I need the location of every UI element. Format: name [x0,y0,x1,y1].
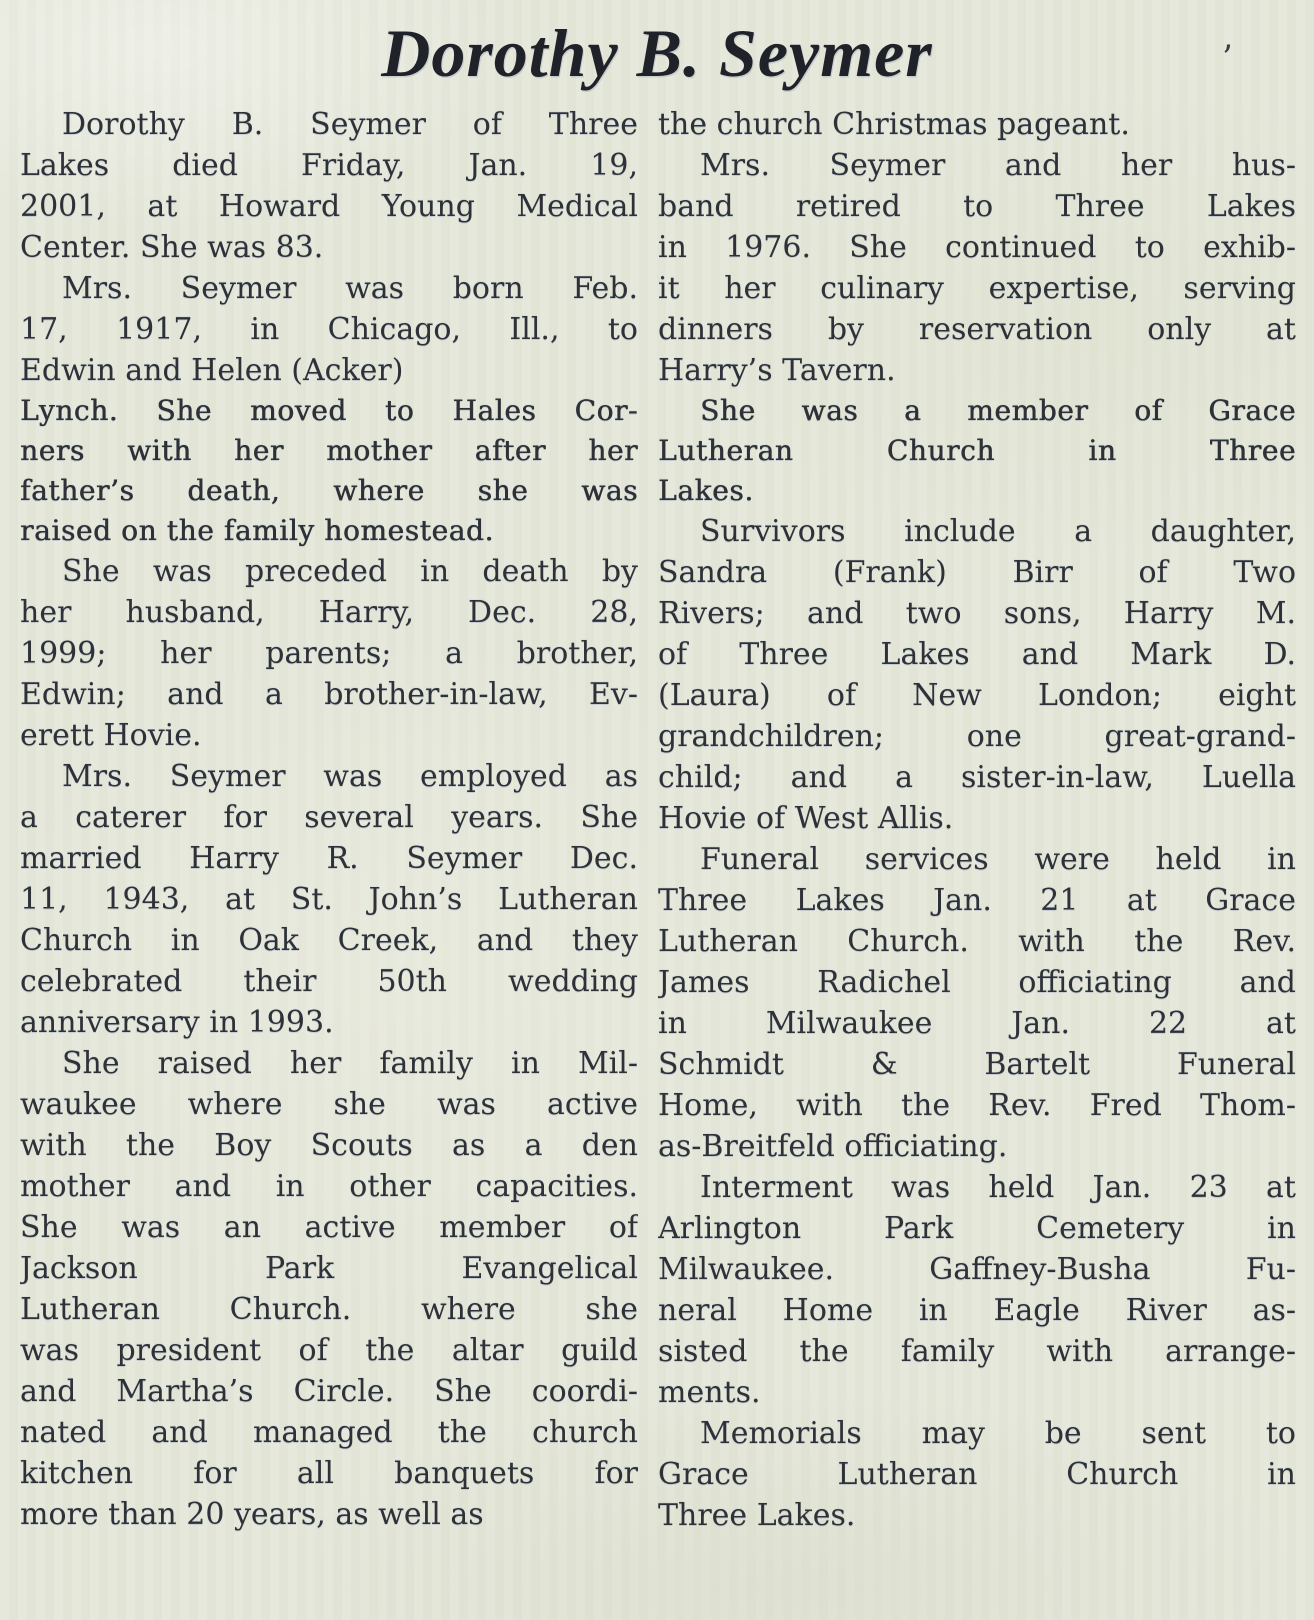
text-line: Lutheran Church. where she [20,1292,638,1327]
text-line: Hovie of West Allis. [658,801,954,836]
text-line: and Martha’s Circle. She coordi- [20,1374,638,1409]
text-line: 2001, at Howard Young Medical [20,189,638,224]
text-line: ments. [658,1375,761,1410]
scan-artifact-mark: ’ [1222,38,1233,78]
right-column [658,104,1296,1536]
text-line: She was preceded in death by [62,554,638,589]
text-line: celebrated their 50th wedding [20,964,638,999]
text-line: a caterer for several years. She [20,800,638,835]
text-line: Lakes died Friday, Jan. 19, [20,148,638,183]
left-column [20,104,638,1536]
paragraph [658,1413,1296,1536]
paragraph [658,839,1296,1167]
text-line: the church Christmas pageant. [658,107,1130,142]
text-line: sisted the family with arrange- [658,1334,1296,1369]
text-line: Lutheran Church. with the Rev. [658,924,1296,959]
paragraph [658,1167,1296,1413]
text-line: Mrs. Seymer was employed as [62,759,638,794]
text-line: Sandra (Frank) Birr of Two [658,555,1296,590]
text-line: married Harry R. Seymer Dec. [20,841,638,876]
text-line: Lynch. She moved to Hales Cor- [20,394,638,427]
text-line: father’s death, where she was [20,474,638,507]
text-line: She was a member of Grace [700,394,1296,427]
paragraph [20,268,638,391]
paragraph [20,1043,638,1535]
text-line: James Radichel officiating and [658,965,1296,1000]
text-line: Center. She was 83. [20,230,324,265]
text-line: Lakes. [658,474,754,507]
text-line: She raised her family in Mil- [62,1046,638,1081]
text-line: dinners by reservation only at [658,312,1296,347]
text-line: Jackson Park Evangelical [20,1251,638,1286]
text-line: Mrs. Seymer and her hus- [700,148,1296,183]
text-line: Interment was held Jan. 23 at [700,1170,1296,1205]
text-line: Schmidt & Bartelt Funeral [658,1047,1296,1082]
text-line: Arlington Park Cemetery in [658,1211,1296,1246]
paragraph [658,104,1296,145]
text-line: Edwin; and a brother-in-law, Ev- [20,677,638,712]
text-line: grandchildren; one great-grand- [658,719,1296,754]
text-line: of Three Lakes and Mark D. [658,637,1296,672]
text-line: anniversary in 1993. [20,1005,334,1040]
text-line: 17, 1917, in Chicago, Ill., to [20,312,638,347]
text-line: nated and managed the church [20,1415,638,1450]
text-line: Survivors include a daughter, [700,514,1296,549]
text-line: her husband, Harry, Dec. 28, [20,595,638,630]
text-line: waukee where she was active [20,1087,638,1122]
text-line: more than 20 years, as well as [20,1497,484,1532]
text-line: ners with her mother after her [20,434,638,467]
paragraph [20,551,638,756]
text-line: Harry’s Tavern. [658,353,896,388]
text-line: Funeral services were held in [700,842,1296,877]
text-line: erett Hovie. [20,718,202,753]
paragraph [658,511,1296,839]
text-line: Memorials may be sent to [700,1416,1296,1451]
text-line: Grace Lutheran Church in [658,1457,1296,1492]
text-line: 11, 1943, at St. John’s Lutheran [20,882,638,917]
text-line: as-Breitfeld officiating. [658,1129,1008,1164]
text-line: child; and a sister-in-law, Luella [658,760,1296,795]
text-line: 1999; her parents; a brother, [20,636,638,671]
paragraph [658,145,1296,391]
text-line: Church in Oak Creek, and they [20,923,638,958]
text-line: Dorothy B. Seymer of Three [62,107,638,142]
text-line: it her culinary expertise, serving [658,271,1296,306]
text-line: Mrs. Seymer was born Feb. [62,271,638,306]
text-line: Milwaukee. Gaffney-Busha Fu- [658,1252,1296,1287]
text-line: Three Lakes Jan. 21 at Grace [658,883,1296,918]
text-line: with the Boy Scouts as a den [20,1128,638,1163]
text-line: mother and in other capacities. [20,1169,638,1204]
text-line: (Laura) of New London; eight [658,678,1296,713]
text-line: Lutheran Church in Three [658,434,1296,467]
text-line: raised on the family homestead. [20,514,494,547]
text-line: was president of the altar guild [20,1333,638,1368]
text-line: in Milwaukee Jan. 22 at [658,1006,1296,1041]
paragraph [20,756,638,1043]
text-line: Home, with the Rev. Fred Thom- [658,1088,1296,1123]
text-line: Rivers; and two sons, Harry M. [658,596,1296,631]
obituary-title: Dorothy B. Seymer [381,15,933,91]
text-line: Edwin and Helen (Acker) [20,353,404,388]
text-line: band retired to Three Lakes [658,189,1296,224]
paragraph [20,104,638,268]
paragraph [20,391,638,551]
text-line: Three Lakes. [658,1498,856,1533]
text-line: neral Home in Eagle River as- [658,1293,1296,1328]
article-body [0,96,1314,1536]
paragraph [658,391,1296,511]
text-line: She was an active member of [20,1210,638,1245]
text-line: kitchen for all banquets for [20,1456,638,1491]
text-line: in 1976. She continued to exhib- [658,230,1296,265]
